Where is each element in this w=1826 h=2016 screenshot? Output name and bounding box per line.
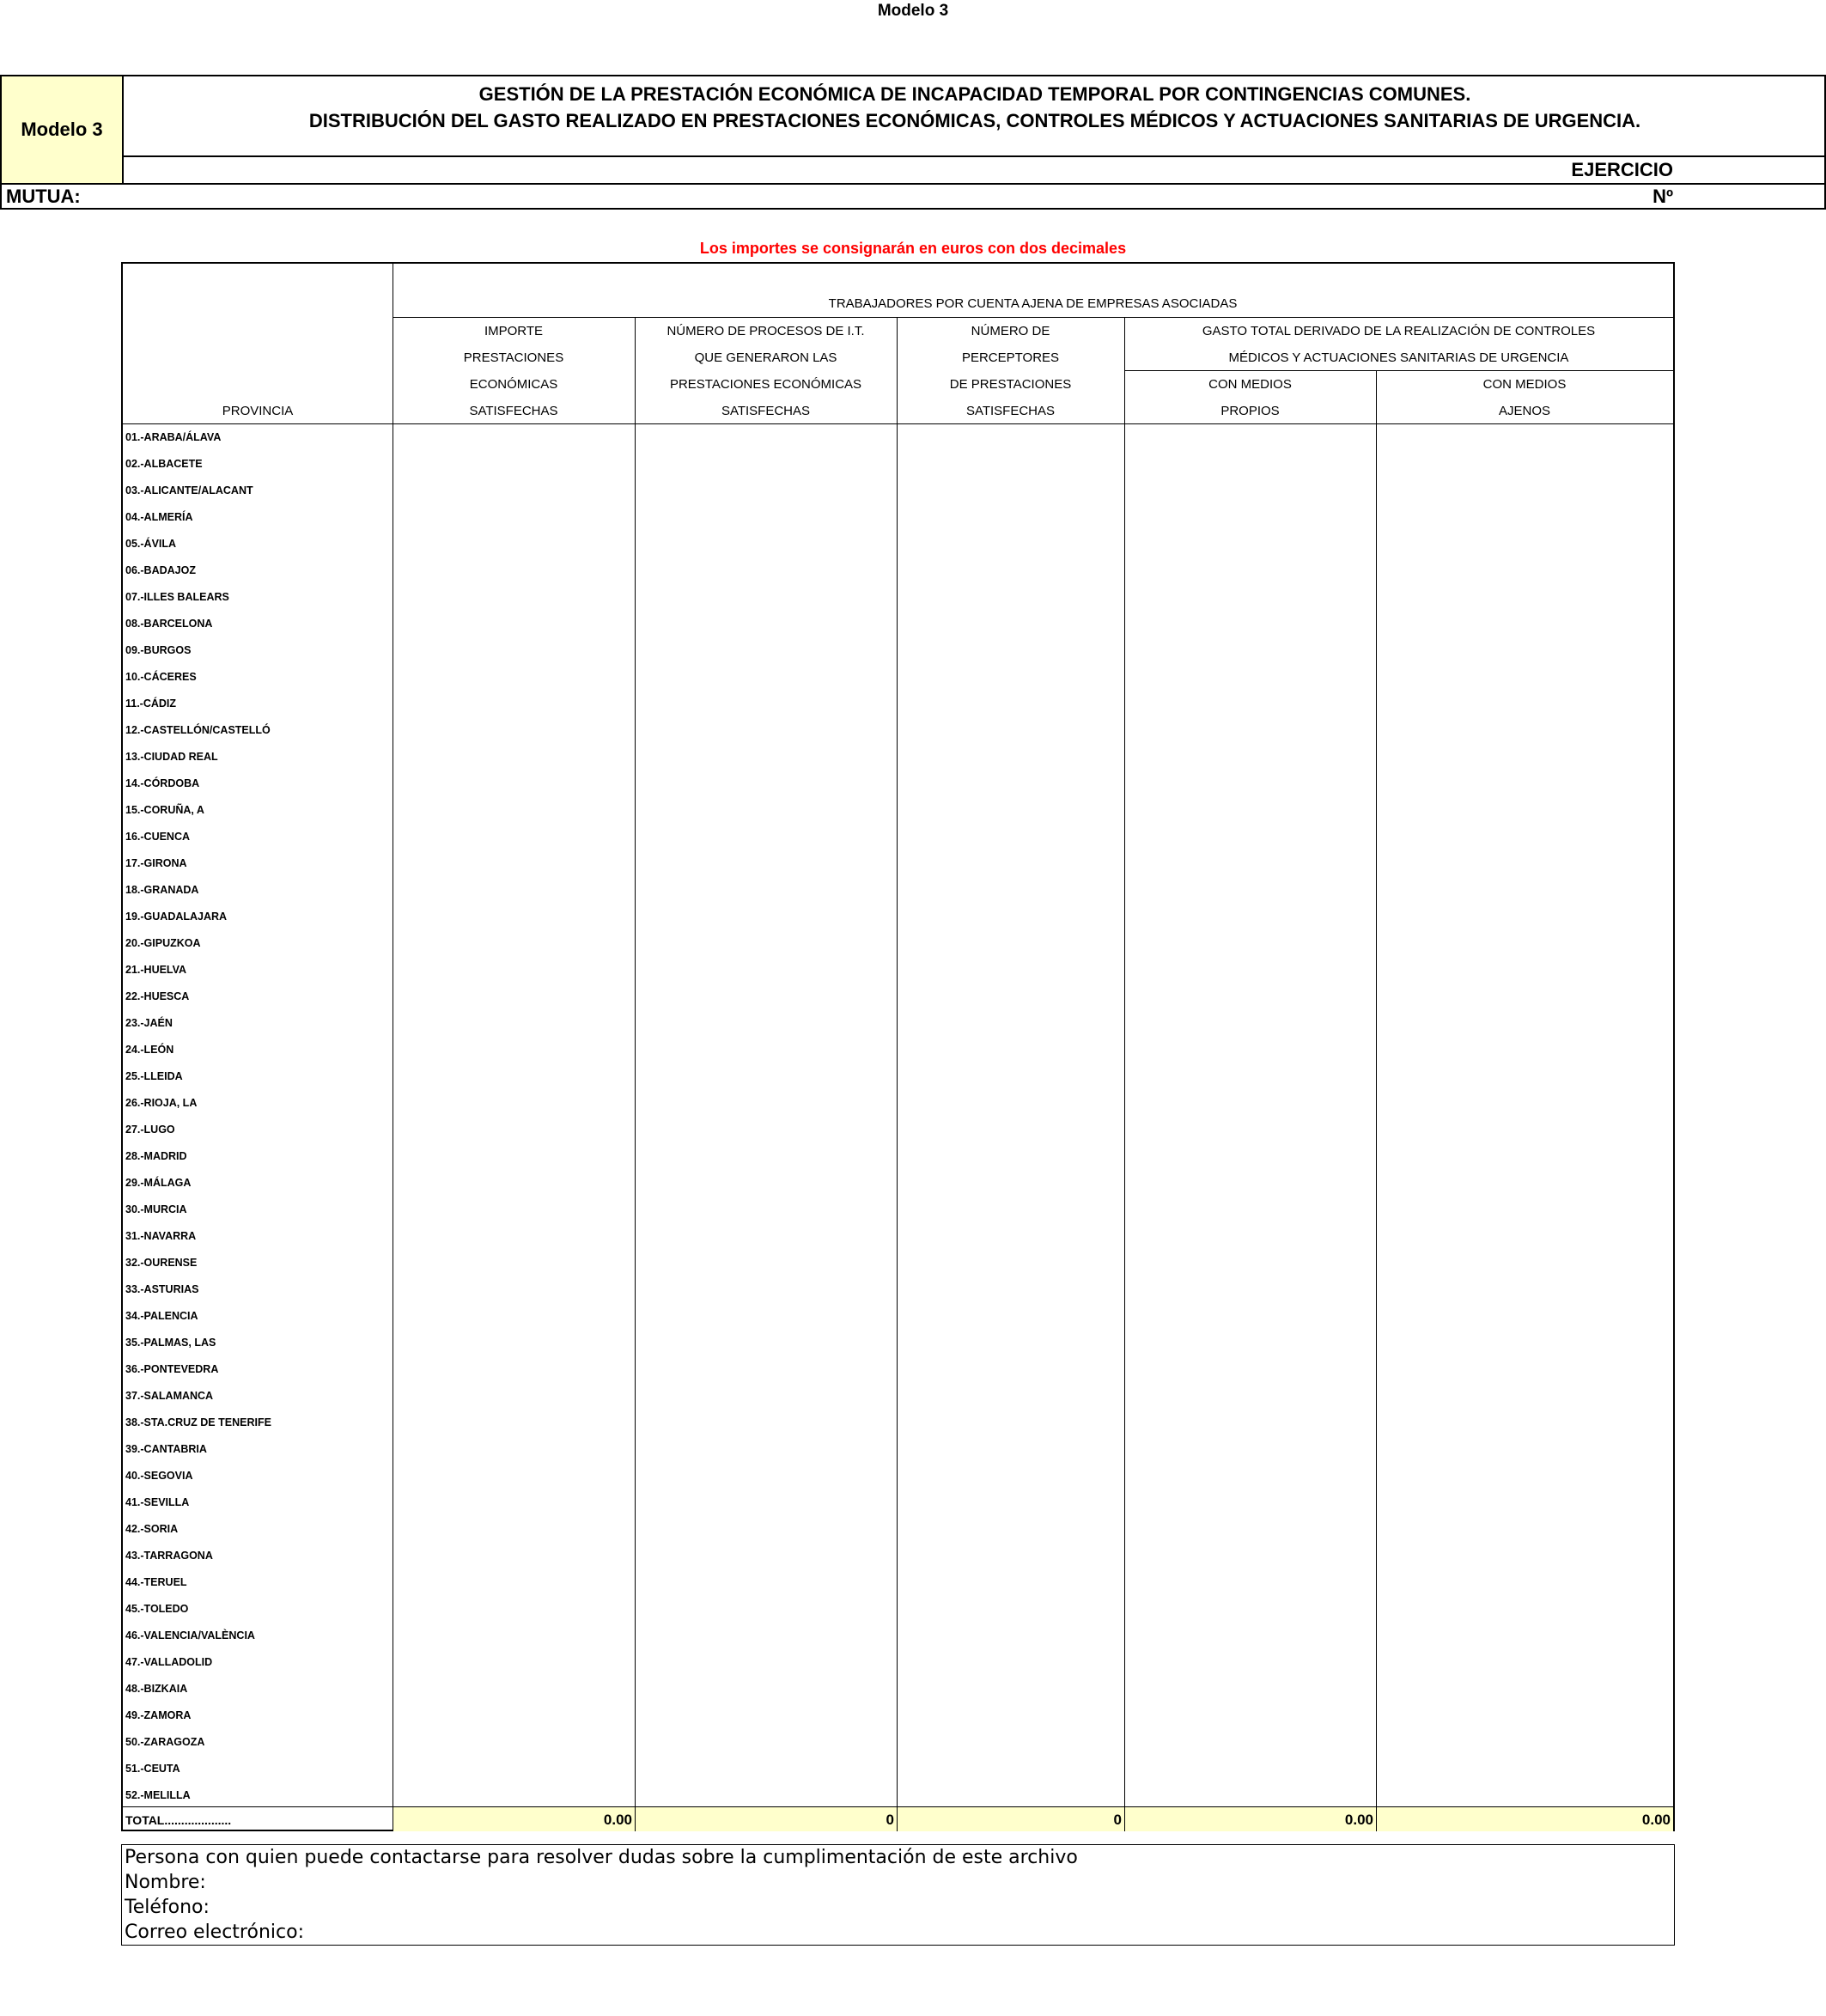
provincia-row: 19.-GUADALAJARA xyxy=(125,911,228,923)
provincias-table xyxy=(121,262,1675,1831)
header-line: PRESTACIONES ECONÓMICAS xyxy=(669,377,862,392)
header-line: AJENOS xyxy=(1498,404,1550,418)
contact-box xyxy=(121,1844,1675,1946)
provincia-row: 29.-MÁLAGA xyxy=(125,1177,192,1189)
provincia-row: 14.-CÓRDOBA xyxy=(125,777,200,789)
header-line: PROPIOS xyxy=(1220,404,1280,418)
header-divider xyxy=(122,155,1826,157)
provincia-row: 09.-BURGOS xyxy=(125,644,192,656)
perceptores-header xyxy=(897,318,1124,424)
total-ajenos: 0.00 xyxy=(1377,1807,1673,1831)
total-procesos: 0 xyxy=(636,1807,897,1831)
provincia-row: 13.-CIUDAD REAL xyxy=(125,751,218,763)
provincia-row: 43.-TARRAGONA xyxy=(125,1550,213,1562)
provincia-row: 24.-LEÓN xyxy=(125,1044,174,1056)
provincia-row: 08.-BARCELONA xyxy=(125,618,213,630)
form-title xyxy=(124,76,1826,155)
provincia-row: 37.-SALAMANCA xyxy=(125,1390,214,1402)
provincia-row: 42.-SORIA xyxy=(125,1523,179,1535)
header-line: CON MEDIOS xyxy=(1208,377,1292,392)
provincia-row: 34.-PALENCIA xyxy=(125,1310,198,1322)
form-title-line-1: GESTIÓN DE LA PRESTACIÓN ECONÓMICA DE INCAPACIDAD TEMPORAL POR CONTINGENCIAS COMUNES. xyxy=(478,83,1471,105)
total-perceptores: 0 xyxy=(898,1807,1124,1831)
header-line: QUE GENERARON LAS xyxy=(694,350,837,365)
provincia-header: PROVINCIA xyxy=(222,404,294,418)
provincia-row: 40.-SEGOVIA xyxy=(125,1470,193,1482)
column-divider xyxy=(897,317,898,1831)
provincia-row: 47.-VALLADOLID xyxy=(125,1656,213,1668)
provincia-row: 12.-CASTELLÓN/CASTELLÓ xyxy=(125,724,271,736)
header-line: DE PRESTACIONES xyxy=(949,377,1072,392)
provincia-row: 21.-HUELVA xyxy=(125,964,187,976)
provincia-row: 04.-ALMERÍA xyxy=(125,511,193,523)
header-divider xyxy=(2,183,1826,185)
contact-telefono: Teléfono: xyxy=(125,1897,210,1918)
header-line: IMPORTE xyxy=(484,324,544,338)
header-line: MÉDICOS Y ACTUACIONES SANITARIAS DE URGENCIA xyxy=(1228,350,1569,365)
provincia-row: 33.-ASTURIAS xyxy=(125,1283,199,1295)
provincia-row: 36.-PONTEVEDRA xyxy=(125,1363,219,1375)
provincia-row: 02.-ALBACETE xyxy=(125,458,203,470)
contact-intro: Persona con quien puede contactarse para resolver dudas sobre la cumplimentación de este archivo xyxy=(125,1847,1078,1868)
provincia-row: 49.-ZAMORA xyxy=(125,1709,192,1721)
provincia-row: 30.-MURCIA xyxy=(125,1203,187,1215)
header-line: NÚMERO DE xyxy=(971,324,1050,338)
provincia-list xyxy=(123,424,393,1809)
header-line: ECONÓMICAS xyxy=(469,377,558,392)
currency-note: Los importes se consignarán en euros con dos decimales xyxy=(699,240,1127,257)
provincia-row: 48.-BIZKAIA xyxy=(125,1683,188,1695)
form-title-line-2: DISTRIBUCIÓN DEL GASTO REALIZADO EN PRESTACIONES ECONÓMICAS, CONTROLES MÉDICOS Y ACTUACIONES SANITARIAS DE URGENCIA. xyxy=(308,110,1641,131)
header-line: CON MEDIOS xyxy=(1482,377,1567,392)
total-propios: 0.00 xyxy=(1125,1807,1376,1831)
ejercicio-label: EJERCICIO xyxy=(1571,159,1673,180)
provincia-row: 45.-TOLEDO xyxy=(125,1603,189,1615)
provincia-row: 39.-CANTABRIA xyxy=(125,1443,207,1455)
contact-correo: Correo electrónico: xyxy=(125,1922,304,1943)
provincia-row: 07.-ILLES BALEARS xyxy=(125,591,229,603)
provincia-row: 46.-VALENCIA/VALÈNCIA xyxy=(125,1629,255,1641)
total-importe: 0.00 xyxy=(393,1807,635,1831)
provincia-row: 17.-GIRONA xyxy=(125,857,187,869)
provincia-row: 11.-CÁDIZ xyxy=(125,697,177,710)
provincia-row: 52.-MELILLA xyxy=(125,1789,191,1801)
page-title: Modelo 3 xyxy=(877,2,949,20)
provincia-row: 28.-MADRID xyxy=(125,1150,187,1162)
column-divider xyxy=(1124,317,1125,1831)
provincia-row: 23.-JAÉN xyxy=(125,1017,173,1029)
group-header: TRABAJADORES POR CUENTA AJENA DE EMPRESAS ASOCIADAS xyxy=(828,296,1238,311)
procesos-header xyxy=(635,318,897,424)
header-line: SATISFECHAS xyxy=(965,404,1056,418)
provincia-row: 15.-CORUÑA, A xyxy=(125,804,204,816)
column-divider xyxy=(635,317,636,1831)
header-line: PRESTACIONES xyxy=(463,350,564,365)
provincia-row: 10.-CÁCERES xyxy=(125,671,197,683)
provincia-row: 41.-SEVILLA xyxy=(125,1496,190,1508)
column-divider xyxy=(1376,370,1377,1831)
provincia-row: 35.-PALMAS, LAS xyxy=(125,1337,216,1349)
header-line: NÚMERO DE PROCESOS DE I.T. xyxy=(666,324,865,338)
header-line: SATISFECHAS xyxy=(469,404,558,418)
total-label: TOTAL.................... xyxy=(125,1813,232,1827)
provincia-row: 32.-OURENSE xyxy=(125,1257,198,1269)
ajenos-header xyxy=(1376,371,1673,424)
provincia-row: 38.-STA.CRUZ DE TENERIFE xyxy=(125,1416,271,1428)
provincia-row: 20.-GIPUZKOA xyxy=(125,937,201,949)
total-row xyxy=(123,1807,1673,1831)
provincia-row: 25.-LLEIDA xyxy=(125,1070,183,1082)
header-line: PERCEPTORES xyxy=(961,350,1060,365)
contact-nombre: Nombre: xyxy=(125,1872,206,1893)
numero-label: Nº xyxy=(1653,186,1673,207)
provincia-row: 44.-TERUEL xyxy=(125,1576,187,1588)
provincia-row: 05.-ÁVILA xyxy=(125,538,177,550)
provincia-row: 31.-NAVARRA xyxy=(125,1230,197,1242)
importe-header xyxy=(393,318,635,424)
modelo-label: Modelo 3 xyxy=(2,76,124,183)
header-line: GASTO TOTAL DERIVADO DE LA REALIZACIÓN DE CONTROLES xyxy=(1202,324,1596,338)
provincia-row: 18.-GRANADA xyxy=(125,884,199,896)
provincia-row: 01.-ARABA/ÁLAVA xyxy=(125,431,222,443)
header-line: SATISFECHAS xyxy=(721,404,811,418)
provincia-row: 27.-LUGO xyxy=(125,1124,175,1136)
form-header xyxy=(0,75,1826,210)
provincia-row: 26.-RIOJA, LA xyxy=(125,1097,198,1109)
mutua-label: MUTUA: xyxy=(6,186,81,207)
provincia-row: 50.-ZARAGOZA xyxy=(125,1736,205,1748)
provincia-row: 16.-CUENCA xyxy=(125,831,191,843)
provincia-row: 22.-HUESCA xyxy=(125,990,190,1002)
propios-header xyxy=(1124,371,1376,424)
provincia-row: 06.-BADAJOZ xyxy=(125,564,196,576)
provincia-row: 51.-CEUTA xyxy=(125,1763,180,1775)
gasto-header xyxy=(1124,318,1673,371)
provincia-row: 03.-ALICANTE/ALACANT xyxy=(125,484,253,496)
